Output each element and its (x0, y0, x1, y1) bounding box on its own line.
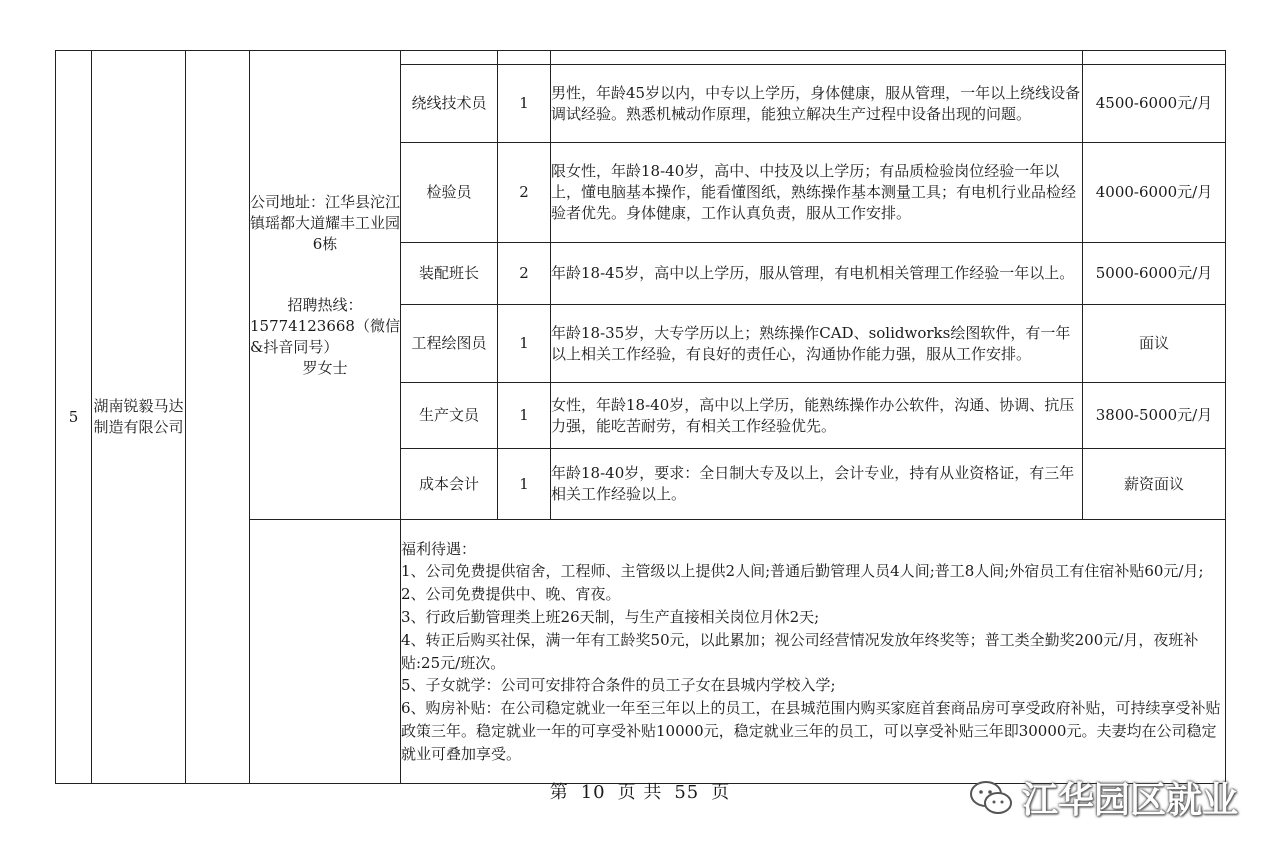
contact-person: 罗女士 (302, 358, 348, 377)
position-requirements: 限女性，年龄18-40岁，高中、中技及以上学历；有品质检验岗位经验一年以上，懂电脑基本操作，能看懂图纸，熟练操作基本测量工具；有电机行业品检经验者优先。身体健康，工作认真负责，服从工作安排。 (551, 143, 1083, 243)
footer-prefix: 第 (549, 782, 569, 803)
position-requirements: 年龄18-45岁，高中以上学历，服从管理，有电机相关管理工作经验一年以上。 (551, 243, 1083, 305)
position-count: 1 (498, 65, 551, 143)
benefit-item: 1、公司免费提供宿舍，工程师、主管级以上提供2人间;普通后勤管理人员4人间;普工8人间;外宿员工有住宿补贴60元/月; (401, 562, 1204, 581)
row-index: 5 (56, 51, 92, 784)
position-pay: 3800-5000元/月 (1083, 383, 1226, 449)
job-table (55, 50, 1226, 784)
position-requirements: 年龄18-40岁，要求：全日制大专及以上，会计专业，持有从业资格证，有三年相关工作经验以上。 (551, 449, 1083, 520)
contact-info (250, 51, 401, 520)
position-requirements: 男性，年龄45岁以内，中专以上学历，身体健康，服从管理，一年以上绕线设备调试经验。熟悉机械动作原理，能独立解决生产过程中设备出现的问题。 (551, 65, 1083, 143)
benefit-item: 6、购房补贴：在公司稳定就业一年至三年以上的员工，在县城范围内购买家庭首套商品房可享受政府补贴，可持续享受补贴政策三年。稳定就业一年的可享受补贴10000元，稳定就业三年的员工，可以享受补贴三年即30000元。夫妻均在公司稳定就业可叠加享受。 (401, 699, 1221, 763)
position-title: 装配班长 (401, 243, 498, 305)
company-address: 公司地址：江华县沱江镇瑶都大道耀丰工业园6栋 (250, 192, 401, 253)
footer-mid: 页 共 (617, 782, 663, 803)
position-count: 1 (498, 305, 551, 383)
hotline-label: 招聘热线： (287, 295, 363, 314)
position-requirements: 女性，年龄18-40岁，高中以上学历，能熟练操作办公软件，沟通、协调、抗压力强，能吃苦耐劳，有相关工作经验优先。 (551, 383, 1083, 449)
total-page-number: 55 (674, 782, 700, 803)
wechat-watermark (968, 772, 1238, 823)
position-pay: 4500-6000元/月 (1083, 65, 1226, 143)
empty-column (186, 51, 250, 784)
benefits-section (401, 520, 1226, 784)
wechat-icon (968, 778, 1014, 818)
position-title: 成本会计 (401, 449, 498, 520)
position-requirements: 年龄18-35岁，大专学历以上；熟练操作CAD、solidworks绘图软件，有一年以上相关工作经验，有良好的责任心，沟通协作能力强，服从工作安排。 (551, 305, 1083, 383)
position-title: 绕线技术员 (401, 65, 498, 143)
benefit-item: 2、公司免费提供中、晚、宵夜。 (401, 585, 621, 604)
position-pay: 薪资面议 (1083, 449, 1226, 520)
position-count: 2 (498, 243, 551, 305)
benefit-item: 5、子女就学：公司可安排符合条件的员工子女在县城内学校入学; (401, 676, 836, 695)
position-pay: 5000-6000元/月 (1083, 243, 1226, 305)
position-count: 2 (498, 143, 551, 243)
hotline-number: 15774123668（微信&抖音同号） (250, 316, 400, 356)
position-pay: 4000-6000元/月 (1083, 143, 1226, 243)
footer-suffix: 页 (711, 782, 731, 803)
position-title: 生产文员 (401, 383, 498, 449)
benefit-item: 3、行政后勤管理类上班26天制，与生产直接相关岗位月休2天; (401, 607, 820, 626)
current-page-number: 10 (580, 782, 606, 803)
watermark-text: 江华园区就业 (1021, 780, 1238, 821)
benefit-item: 4、转正后购买社保，满一年有工龄奖50元，以此累加；视公司经营情况发放年终奖等；普工类全勤奖200元/月，夜班补贴:25元/班次。 (401, 630, 1199, 672)
company-name: 湖南锐毅马达制造有限公司 (92, 51, 186, 784)
position-count: 1 (498, 383, 551, 449)
position-count: 1 (498, 449, 551, 520)
position-pay: 面议 (1083, 305, 1226, 383)
position-title: 检验员 (401, 143, 498, 243)
position-title: 工程绘图员 (401, 305, 498, 383)
benefits-title: 福利待遇： (401, 539, 477, 558)
